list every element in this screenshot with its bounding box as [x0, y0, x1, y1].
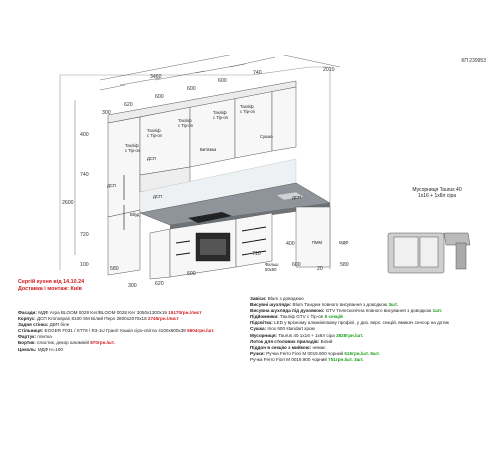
project-code: КП 239953 — [461, 58, 486, 64]
spec-line — [250, 357, 490, 363]
label-tip-on-4: Тахліф с Tip-on — [240, 104, 255, 114]
dim-b-300: 300 — [128, 283, 137, 289]
spec-label: Підсвітка: — [250, 320, 274, 326]
spec-label: Цоколь: — [18, 346, 38, 352]
spec-text: Ручка Ferro Fiori M 0019.600 чорний — [266, 350, 345, 356]
kitchen-drawing — [0, 55, 500, 285]
spec-label: Піддон в секцію з мийкою: — [250, 344, 313, 350]
spec-label: Фартук: — [18, 334, 38, 340]
spec-price: 751грн./шт. 3шт. — [328, 356, 364, 362]
trash-bin-subtitle: 1х16 + 1х8л сіра — [417, 193, 457, 199]
spec-price: 5 секцій — [324, 314, 343, 320]
spec-text: GTV Телескопічна повного висування з доводкою — [325, 308, 433, 314]
dim-b-620: 620 — [155, 281, 164, 287]
label-dsp-3: ДСП — [153, 194, 162, 199]
dim-v-740: 740 — [80, 172, 89, 178]
dim-600b: 600 — [187, 86, 196, 92]
label-vytyazhka: Витяжка — [200, 147, 217, 152]
spec-label: Фасади: — [18, 310, 39, 315]
dim-b-710: 710 — [252, 251, 261, 257]
spec-label: Сушка: — [250, 326, 268, 332]
spec-text: Blum Тандем повного висування з доводкою — [292, 302, 389, 308]
spec-text: пластик, декор алюміній — [37, 340, 91, 346]
spec-label: Підйомники: — [250, 314, 280, 320]
dim-b-580: 580 — [110, 266, 119, 272]
dim-v-2600: 2600 — [62, 200, 74, 206]
spec-label: Задня стінка: — [18, 322, 50, 328]
dim-right-depth: 2010 — [323, 67, 335, 73]
spec-price: 1шт. — [432, 308, 443, 314]
spec-text: Inox 600 standart хром — [267, 326, 315, 332]
dim-300: 300 — [102, 110, 111, 116]
spec-price: 15170грн./лист — [168, 310, 202, 315]
spec-price: 5604грн./шт. — [187, 328, 215, 334]
trash-bin-caption — [392, 187, 482, 199]
label-vbud: Вбуд. — [130, 212, 141, 217]
spec-price: 2745грн./лист — [147, 316, 179, 322]
label-dsp-2: ДСП — [107, 183, 116, 188]
dim-740: 740 — [253, 70, 262, 76]
label-tip-on-3: Тахліф с Tip-on — [213, 110, 228, 120]
note-line-2: Доставка і монтаж: Київ — [18, 286, 82, 292]
trash-bin-title: Мусорниця Taurus 40 — [412, 187, 462, 193]
note-line-1: Сергій кухня від 14.10.24 — [18, 279, 85, 285]
spec-text: EGGER F031 / ST78 / R3-1U Граніт Кашія сіро-світла 4100х600х38 — [44, 328, 188, 334]
dim-b-600: 600 — [187, 271, 196, 277]
dim-620: 620 — [124, 102, 133, 108]
trash-bin-illustration — [388, 233, 470, 273]
spec-price: 3шт. — [388, 302, 399, 308]
spec-line — [18, 347, 248, 353]
spec-price: 2828грн./шт. — [336, 332, 364, 338]
label-sushka: Сушка — [260, 134, 273, 139]
spec-price: 516грн./шт. 6шт. — [344, 350, 380, 356]
specs-right — [250, 296, 490, 363]
label-tip-on-2: Тахліф с Tip-on — [178, 118, 193, 128]
spec-text: МДФ H=100 — [37, 346, 63, 352]
dim-600a: 600 — [218, 78, 227, 84]
specs-left — [18, 310, 248, 353]
spec-label: Ручки: — [250, 350, 267, 356]
spec-label: Висувні шухляди: — [250, 302, 293, 308]
spec-label: Мусорниця: — [250, 332, 279, 338]
spec-price: 870грн./шт. — [90, 340, 115, 346]
spec-text: Білий — [320, 338, 333, 344]
spec-label: Лоток для столових приладів: — [250, 338, 321, 344]
falsh-label: Фальш 50х50 — [265, 262, 279, 272]
label-tip-on-1: Тахліф с Tip-on — [147, 128, 162, 138]
spec-label: Завіси: — [250, 296, 268, 301]
dim-b-400: 400 — [286, 241, 295, 247]
spec-text: ДСП Kronospan 8100 SM Білий Перл 2800х2070х18 — [37, 316, 148, 322]
spec-text: ДВП біле — [49, 322, 70, 328]
dim-v-400: 400 — [80, 132, 89, 138]
spec-label: Бортик: — [18, 340, 38, 346]
dim-b-600b: 600 — [292, 262, 301, 268]
dim-b-580b: 580 — [340, 262, 349, 268]
spec-label: Висувна шухляда під духовкою: — [250, 308, 326, 314]
dim-total-width: 3460 — [150, 74, 162, 80]
spec-text: МДФ Агра BLOOM 0028 Kег/BLOOM 0028 Kег 3050х1300х19 — [38, 310, 169, 315]
spec-text: Ручка Ferro Fiori M 0019.900 чорний — [250, 356, 329, 362]
spec-line — [18, 328, 248, 334]
dim-v-720: 720 — [80, 232, 89, 238]
dim-600c: 600 — [155, 94, 164, 100]
spec-text: немає — [312, 344, 326, 350]
spec-text: плитка — [37, 334, 52, 340]
order-note — [18, 279, 84, 293]
spec-text: Taurus 40 1х16 + 1х8л сіра — [278, 332, 337, 338]
spec-text: Тахліф GTV с Tip-on — [280, 314, 325, 320]
spec-label: Стільниця: — [18, 328, 45, 334]
label-dsp-1: ДСП — [147, 156, 156, 161]
spec-label: Корпус: — [18, 316, 37, 322]
spec-text: Blum з доводкою — [267, 296, 304, 301]
label-pmm: ПММ — [312, 240, 322, 245]
dim-b-20: 20 — [317, 266, 323, 272]
label-mdf: МДФ — [339, 240, 349, 245]
spec-text: LED у врізному алюмінієвому профілі, у диз. верх. секцій, вмикач сенсор на дотик — [274, 320, 449, 326]
dim-v-100: 100 — [80, 262, 89, 268]
label-tip-on-5: Тахліф с Tip-on — [125, 143, 140, 153]
label-dsp-4: ДСП — [292, 195, 301, 200]
